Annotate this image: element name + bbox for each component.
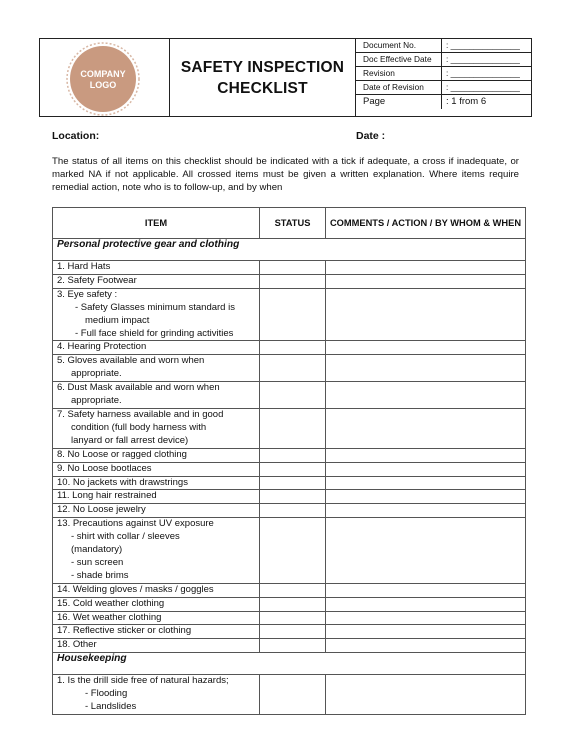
meta-row-doc-no xyxy=(356,39,531,53)
comments-cell[interactable] xyxy=(326,583,526,597)
comments-cell[interactable] xyxy=(326,288,526,341)
meta-row-page xyxy=(356,95,531,109)
status-cell[interactable] xyxy=(260,625,326,639)
comments-cell[interactable] xyxy=(326,597,526,611)
checklist-table xyxy=(52,207,526,715)
status-cell[interactable] xyxy=(260,490,326,504)
table-row xyxy=(53,382,526,409)
item-label: 7. Safety harness available and in good xyxy=(57,408,224,420)
item-sub-label: (mandatory) xyxy=(71,544,123,556)
logo-cell xyxy=(40,39,170,116)
status-cell[interactable] xyxy=(260,675,326,715)
meta-value: : _______________ xyxy=(446,54,520,64)
item-sub-label: - Landslides xyxy=(85,701,137,713)
comments-cell[interactable] xyxy=(326,448,526,462)
comments-cell[interactable] xyxy=(326,382,526,409)
column-header-item: ITEM xyxy=(53,208,260,239)
meta-row-revision-date xyxy=(356,81,531,95)
column-header-comments: COMMENTS / ACTION / BY WHOM & WHEN xyxy=(326,208,526,239)
item-label: 16. Wet weather clothing xyxy=(57,611,162,623)
table-row xyxy=(53,675,526,715)
comments-cell[interactable] xyxy=(326,274,526,288)
item-label: 4. Hearing Protection xyxy=(57,341,147,353)
item-text xyxy=(53,261,260,275)
status-cell[interactable] xyxy=(260,639,326,653)
item-sub-label: - Safety Glasses minimum standard is xyxy=(75,301,235,313)
item-text xyxy=(53,490,260,504)
section-row xyxy=(53,653,526,675)
status-cell[interactable] xyxy=(260,504,326,518)
meta-row-revision xyxy=(356,67,531,81)
status-cell[interactable] xyxy=(260,611,326,625)
meta-label: Date of Revision xyxy=(356,81,442,94)
table-row xyxy=(53,462,526,476)
item-label: 5. Gloves available and worn when xyxy=(57,355,205,367)
comments-cell[interactable] xyxy=(326,490,526,504)
status-cell[interactable] xyxy=(260,382,326,409)
item-sub-label: appropriate. xyxy=(71,395,122,407)
table-row xyxy=(53,448,526,462)
item-sub-label: medium impact xyxy=(85,314,150,326)
status-cell[interactable] xyxy=(260,476,326,490)
section-title-housekeeping: Housekeeping xyxy=(53,653,526,675)
comments-cell[interactable] xyxy=(326,408,526,448)
table-row xyxy=(53,355,526,382)
status-cell[interactable] xyxy=(260,261,326,275)
comments-cell[interactable] xyxy=(326,476,526,490)
meta-value: : _______________ xyxy=(446,40,520,50)
table-row xyxy=(53,639,526,653)
document-meta xyxy=(356,39,531,116)
item-text xyxy=(53,625,260,639)
item-label: 3. Eye safety : xyxy=(57,288,118,300)
status-cell[interactable] xyxy=(260,448,326,462)
item-text xyxy=(53,611,260,625)
item-sub-label: condition (full body harness with xyxy=(71,421,207,433)
table-row xyxy=(53,583,526,597)
table-row xyxy=(53,611,526,625)
table-row xyxy=(53,504,526,518)
table-row xyxy=(53,288,526,341)
item-label: 17. Reflective sticker or clothing xyxy=(57,625,192,637)
item-sub-label: - shirt with collar / sleeves xyxy=(71,531,180,543)
table-header-row xyxy=(53,208,526,239)
item-label: 9. No Loose bootlaces xyxy=(57,462,152,474)
item-text xyxy=(53,408,260,448)
title-line-2: CHECKLIST xyxy=(217,79,308,97)
title-cell xyxy=(170,39,356,116)
table-row xyxy=(53,261,526,275)
meta-label: Doc Effective Date xyxy=(356,53,442,66)
item-label: 13. Precautions against UV exposure xyxy=(57,518,214,530)
meta-label: Page xyxy=(356,95,442,109)
meta-row-effective-date xyxy=(356,53,531,67)
comments-cell[interactable] xyxy=(326,504,526,518)
comments-cell[interactable] xyxy=(326,518,526,584)
meta-value: : _______________ xyxy=(446,82,520,92)
comments-cell[interactable] xyxy=(326,639,526,653)
status-cell[interactable] xyxy=(260,583,326,597)
item-label: 14. Welding gloves / masks / goggles xyxy=(57,583,214,595)
item-label: 10. No jackets with drawstrings xyxy=(57,476,188,488)
item-sub-label: - Full face shield for grinding activities xyxy=(75,327,234,339)
table-row xyxy=(53,476,526,490)
table-row xyxy=(53,518,526,584)
item-text xyxy=(53,476,260,490)
comments-cell[interactable] xyxy=(326,625,526,639)
table-row xyxy=(53,408,526,448)
column-header-status: STATUS xyxy=(260,208,326,239)
comments-cell[interactable] xyxy=(326,611,526,625)
item-text xyxy=(53,341,260,355)
item-sub-label: lanyard or fall arrest device) xyxy=(71,434,189,446)
item-label: 15. Cold weather clothing xyxy=(57,597,165,609)
meta-label: Revision xyxy=(356,67,442,80)
status-cell[interactable] xyxy=(260,288,326,341)
logo-text-line2: LOGO xyxy=(89,80,117,90)
comments-cell[interactable] xyxy=(326,341,526,355)
item-label: 12. No Loose jewelry xyxy=(57,504,146,516)
status-cell[interactable] xyxy=(260,341,326,355)
section-row xyxy=(53,239,526,261)
document-title xyxy=(181,57,344,99)
item-text xyxy=(53,639,260,653)
item-text xyxy=(53,288,260,341)
comments-cell[interactable] xyxy=(326,261,526,275)
status-cell[interactable] xyxy=(260,597,326,611)
item-sub-label: appropriate. xyxy=(71,368,122,380)
title-line-1: SAFETY INSPECTION xyxy=(180,58,345,76)
table-row xyxy=(53,625,526,639)
section-title-ppe: Personal protective gear and clothing xyxy=(53,239,526,261)
status-cell[interactable] xyxy=(260,408,326,448)
status-cell[interactable] xyxy=(260,518,326,584)
item-text xyxy=(53,355,260,382)
status-cell[interactable] xyxy=(260,462,326,476)
item-label: 11. Long hair restrained xyxy=(57,490,157,502)
item-label: 6. Dust Mask available and worn when xyxy=(57,382,220,394)
table-row xyxy=(53,597,526,611)
table-row xyxy=(53,490,526,504)
item-text xyxy=(53,675,260,715)
item-label: 1. Is the drill side free of natural hazards; xyxy=(57,675,229,687)
item-label: 18. Other xyxy=(57,639,97,651)
item-text xyxy=(53,504,260,518)
company-logo xyxy=(66,42,140,116)
comments-cell[interactable] xyxy=(326,355,526,382)
comments-cell[interactable] xyxy=(326,462,526,476)
item-label: 2. Safety Footwear xyxy=(57,274,137,286)
meta-value: : 1 from 6 xyxy=(446,96,487,107)
item-sub-label: - Flooding xyxy=(85,688,128,700)
table-row xyxy=(53,274,526,288)
instructions-paragraph: The status of all items on this checklist should be indicated with a tick if adequate, a cross if inadequate, or marked NA if not applicable. All crossed items must be given a written explanation. Where items require remedial action, note who is to follow-up, and by when xyxy=(52,156,519,193)
status-cell[interactable] xyxy=(260,355,326,382)
item-label: 1. Hard Hats xyxy=(57,261,111,272)
item-sub-label: - sun screen xyxy=(71,556,124,568)
location-label: Location: xyxy=(52,130,100,142)
date-label: Date : xyxy=(356,130,386,142)
item-sub-label: - shade brims xyxy=(71,569,129,581)
logo-text-line1: COMPANY xyxy=(80,69,126,79)
meta-value: : _______________ xyxy=(446,68,520,78)
item-text xyxy=(53,462,260,476)
item-label: 8. No Loose or ragged clothing xyxy=(57,448,187,460)
item-text xyxy=(53,518,260,584)
comments-cell[interactable] xyxy=(326,675,526,715)
item-text xyxy=(53,583,260,597)
item-text xyxy=(53,448,260,462)
table-row xyxy=(53,341,526,355)
item-text xyxy=(53,382,260,409)
meta-label: Document No. xyxy=(356,39,442,52)
item-text xyxy=(53,274,260,288)
item-text xyxy=(53,597,260,611)
document-header xyxy=(39,38,532,117)
status-cell[interactable] xyxy=(260,274,326,288)
